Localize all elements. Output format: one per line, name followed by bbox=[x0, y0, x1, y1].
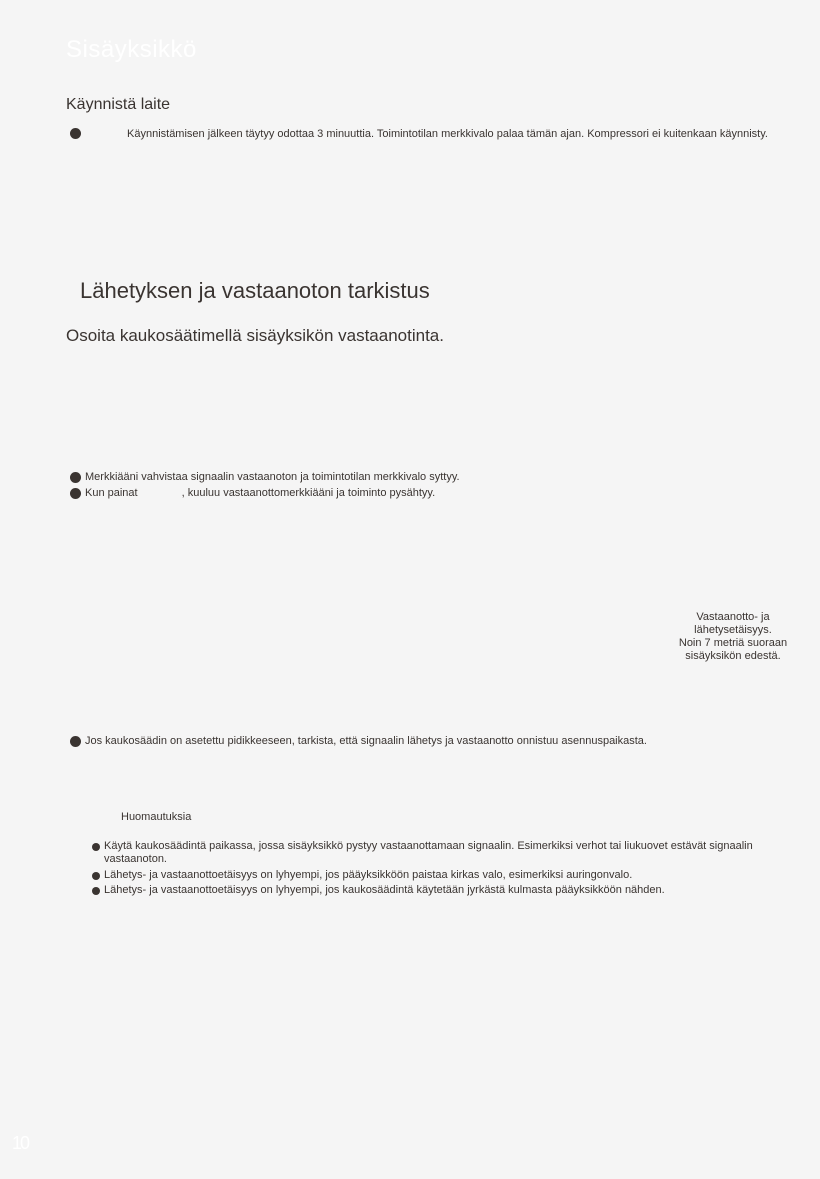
section-heading-check: Lähetyksen ja vastaanoton tarkistus bbox=[80, 278, 430, 303]
list-item-text: Merkkiääni vahvistaa signaalin vastaanoton ja toimintotilan merkkivalo syttyy. bbox=[85, 471, 460, 483]
section-subheading-check: Osoita kaukosäätimellä sisäyksikön vastaanotinta. bbox=[66, 326, 444, 345]
note-item bbox=[92, 884, 665, 897]
range-caption-line: lähetysetäisyys. bbox=[694, 624, 772, 636]
bullet-icon bbox=[70, 488, 81, 499]
start-instruction-text: Käynnistämisen jälkeen täytyy odottaa 3 minuuttia. Toimintotilan merkkivalo palaa tämän ajan. Kompressori ei kuitenkaan käynnisty. bbox=[127, 128, 768, 140]
notes-title: Huomautuksia bbox=[121, 811, 192, 823]
bullet-icon bbox=[70, 128, 81, 139]
note-item bbox=[92, 840, 802, 866]
section-heading-start: Käynnistä laite bbox=[66, 96, 171, 113]
list-item bbox=[70, 487, 435, 499]
bullet-icon bbox=[70, 736, 81, 747]
range-caption-line: sisäyksikön edestä. bbox=[685, 650, 781, 662]
bullet-icon bbox=[92, 887, 100, 895]
note-text: Lähetys- ja vastaanottoetäisyys on lyhyempi, jos pääyksikköön paistaa kirkas valo, esimerkiksi auringonvalo. bbox=[104, 869, 633, 881]
bullet-icon bbox=[70, 472, 81, 483]
range-caption-line: Vastaanotto- ja bbox=[696, 611, 770, 623]
page-title: Sisäyksikkö bbox=[66, 36, 197, 63]
note-text: Käytä kaukosäädintä paikassa, jossa sisäyksikkö pystyy vastaanottamaan signaalin. Esimerkiksi verhot tai liukuovet estävät signaalin vastaanoton. bbox=[104, 840, 753, 865]
bullet-icon bbox=[92, 872, 100, 880]
bullet-icon bbox=[92, 843, 100, 851]
range-caption-line: Noin 7 metriä suoraan bbox=[678, 637, 788, 649]
list-item-text: Kun painat bbox=[85, 487, 138, 499]
list-item-text: , kuuluu vastaanottomerkkiääni ja toiminto pysähtyy. bbox=[181, 487, 436, 499]
note-item bbox=[92, 869, 632, 882]
list-item-text: Jos kaukosäädin on asetettu pidikkeeseen, tarkista, että signaalin lähetys ja vastaanotto onnistuu asennuspaikasta. bbox=[85, 735, 647, 747]
page-number: 10 bbox=[12, 1133, 29, 1153]
list-item bbox=[70, 471, 460, 483]
note-text: Lähetys- ja vastaanottoetäisyys on lyhyempi, jos kaukosäädintä käytetään jyrkästä kulmasta pääyksikköön nähden. bbox=[104, 884, 665, 896]
range-caption bbox=[660, 611, 806, 663]
list-item bbox=[70, 735, 647, 747]
